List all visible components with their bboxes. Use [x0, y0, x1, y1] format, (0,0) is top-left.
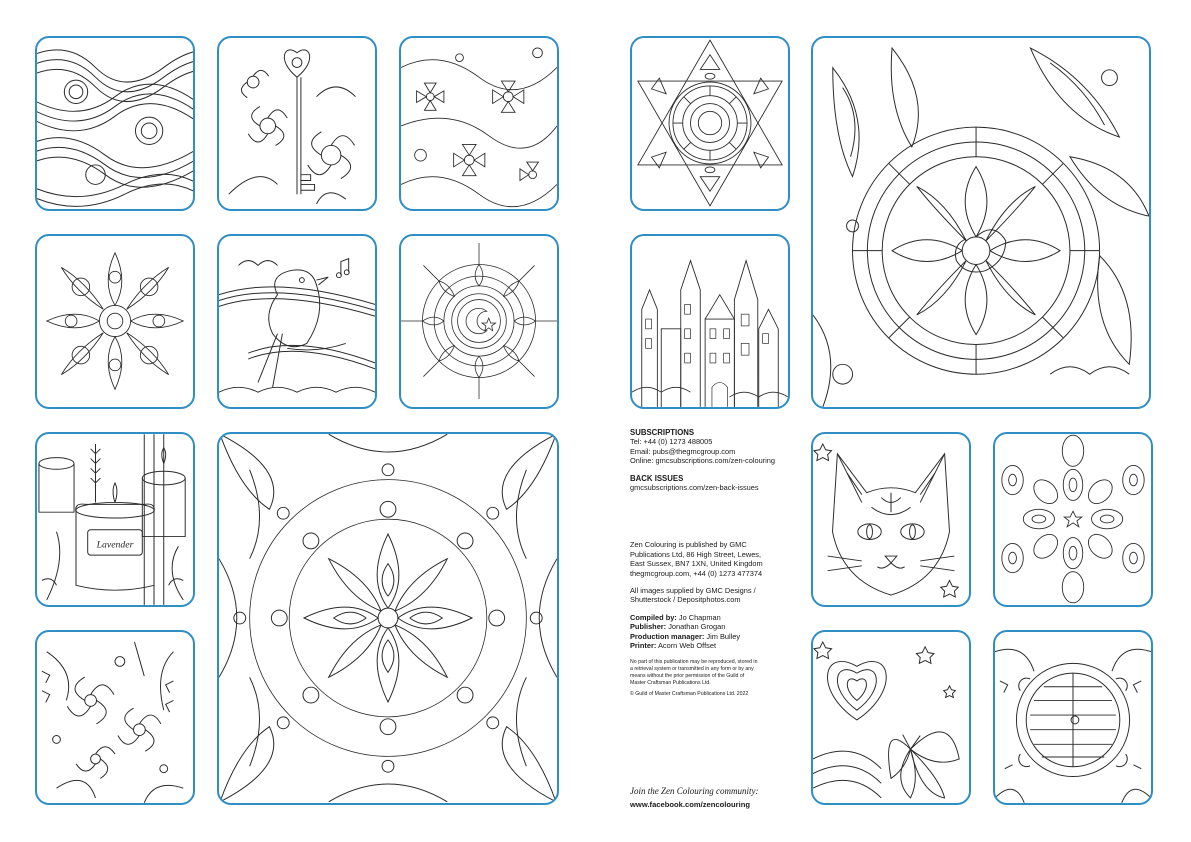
peacock-feathers-art — [995, 434, 1151, 605]
castle-tile — [630, 234, 790, 409]
flower-bouquet-tile — [35, 630, 195, 805]
credit-role: Compiled by: — [630, 612, 677, 622]
community-link[interactable]: www.facebook.com/zencolouring — [630, 800, 750, 809]
large-mandala-art — [219, 434, 557, 803]
lavender-candle-tile — [35, 432, 195, 607]
images-credit-line: All images supplied by GMC Designs / — [630, 586, 756, 596]
paisley-swirl-art — [813, 38, 1149, 407]
damask-mandala-tile — [35, 234, 195, 409]
flower-bouquet-art — [37, 632, 193, 803]
candle-label: Lavender — [96, 539, 134, 551]
back-issues-heading: BACK ISSUES — [630, 473, 684, 483]
star-mandala-art — [632, 38, 788, 209]
paisley-swirl-tile — [811, 36, 1151, 409]
images-credit-line: Shutterstock / Depositphotos.com — [630, 595, 741, 605]
masthead-info — [630, 428, 802, 706]
credit-role: Publisher: — [630, 622, 667, 632]
hobbit-door-tile — [993, 630, 1153, 805]
legal-line: a retrieval system or transmitted in any form or by any — [630, 665, 754, 672]
copyright-line: © Guild of Master Craftsman Publications Ltd. 2022 — [630, 690, 749, 697]
publisher-line: thegmcgroup.com, +44 (0) 1273 477374 — [630, 568, 763, 578]
swirl-waves-art — [37, 38, 193, 209]
credit-name: Jo Chapman — [678, 612, 721, 622]
heart-butterfly-art — [813, 632, 969, 803]
subscriptions-tel: Tel: +44 (0) 1273 488005 — [630, 437, 713, 447]
subscriptions-online: Online: gmcsubscriptions.com/zen-colouring — [630, 456, 776, 466]
cat-face-art — [813, 434, 969, 605]
bird-music-tile — [217, 234, 377, 409]
key-flowers-art — [219, 38, 375, 209]
cat-face-tile — [811, 432, 971, 607]
credit-role: Printer: — [630, 641, 657, 651]
heart-butterfly-tile — [811, 630, 971, 805]
swirl-waves-tile — [35, 36, 195, 211]
floral-vines-art — [401, 38, 557, 209]
moon-star-mandala-art — [401, 236, 557, 407]
legal-line: Master Craftsman Publications Ltd. — [630, 679, 711, 686]
community-cta: Join the Zen Colouring community: — [630, 786, 759, 796]
publisher-line: East Sussex, BN7 1XN, United Kingdom — [630, 559, 763, 569]
moon-star-mandala-tile — [399, 234, 559, 409]
community-block — [630, 785, 758, 811]
hobbit-door-art — [995, 632, 1151, 803]
legal-line: No part of this publication may be reproduced, stored in — [630, 658, 758, 665]
legal-line: means without the prior permission of the Guild of — [630, 672, 745, 679]
credit-name: Jonathan Grogan — [668, 622, 726, 632]
credit-name: Jim Bulley — [706, 631, 741, 641]
key-flowers-tile — [217, 36, 377, 211]
subscriptions-email: Email: pubs@thegmcgroup.com — [630, 446, 736, 456]
peacock-feathers-tile — [993, 432, 1153, 607]
star-mandala-tile — [630, 36, 790, 211]
large-mandala-tile — [217, 432, 559, 805]
damask-mandala-art — [37, 236, 193, 407]
publisher-line: Zen Colouring is published by GMC — [630, 540, 747, 550]
lavender-candle-art — [37, 434, 193, 605]
subscriptions-heading: SUBSCRIPTIONS — [630, 428, 695, 437]
credit-publisher — [630, 622, 802, 631]
credit-printer — [630, 641, 802, 650]
credit-production — [630, 632, 802, 641]
bird-music-art — [219, 236, 375, 407]
castle-art — [632, 236, 788, 407]
publisher-line: Publications Ltd, 86 High Street, Lewes, — [630, 549, 762, 559]
floral-vines-tile — [399, 36, 559, 211]
back-issues-url: gmcsubscriptions.com/zen-back-issues — [630, 483, 759, 493]
credit-role: Production manager: — [630, 631, 705, 641]
credit-compiled — [630, 613, 802, 622]
credit-name: Acorn Web Offset — [657, 641, 717, 651]
